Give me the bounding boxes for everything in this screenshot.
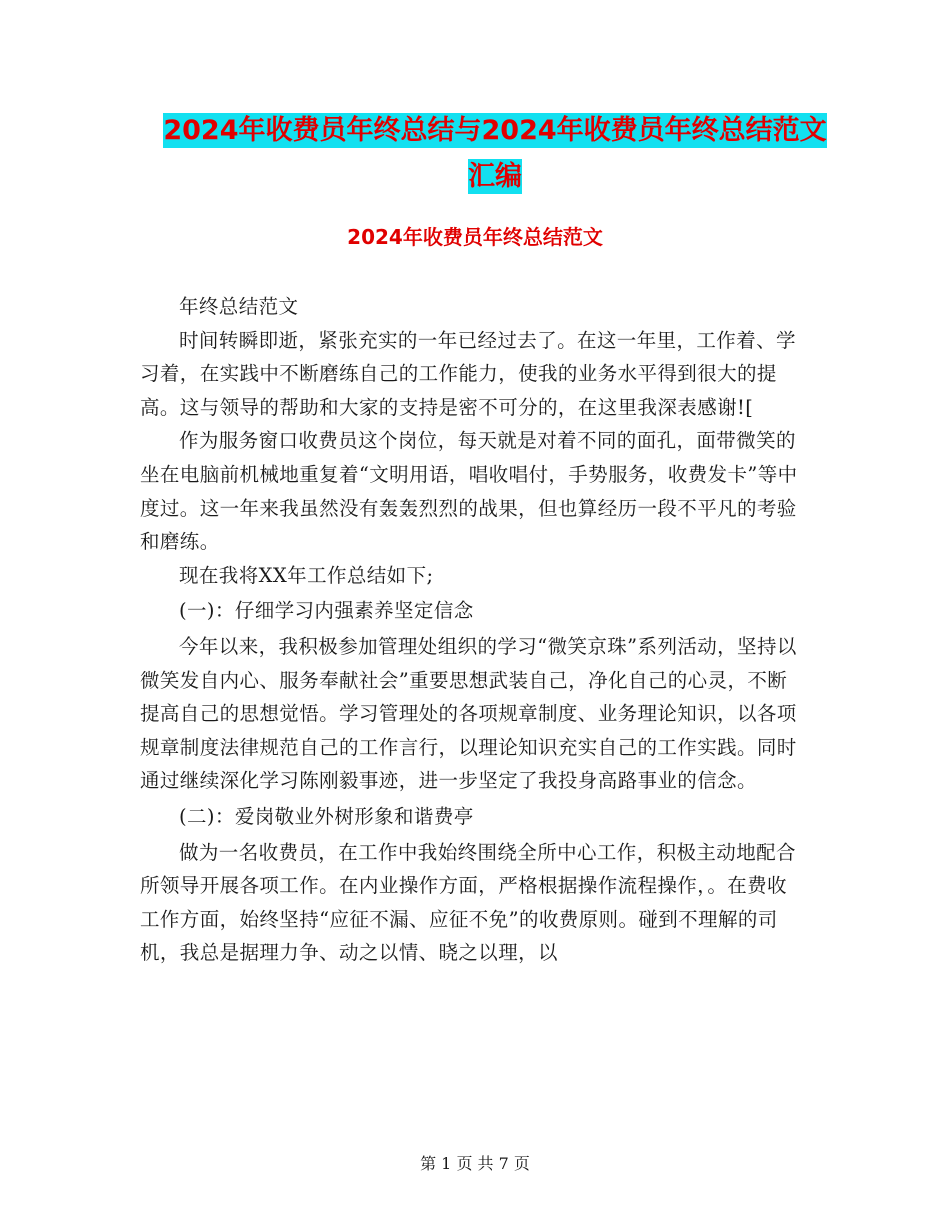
- document-body: [140, 290, 800, 970]
- paragraph: 今年以来，我积极参加管理处组织的学习“微笑京珠”系列活动，坚持以微笑发自内心、服务奉献社会”重要思想武装自己，净化自己的心灵，不断提高自己的思想觉悟。学习管理处的各项规章制度、业务理论知识，以各项规章制度法律规范自己的工作言行，以理论知识充实自己的工作实践。同时通过继续深化学习陈刚毅事迹，进一步坚定了我投身高路事业的信念。: [140, 634, 797, 793]
- section-heading-1: (一)：仔细学习内强素养坚定信念: [179, 599, 474, 623]
- paragraph: 作为服务窗口收费员这个岗位，每天就是对着不同的面孔，面带微笑的坐在电脑前机械地重复着“文明用语，唱收唱付，手势服务，收费发卡”等中度过。这一年来我虽然没有轰轰烈烈的战果，但也算经历一段不平凡的考验和磨练。: [140, 429, 798, 554]
- document-title: [140, 108, 850, 200]
- paragraph-intro-label: 年终总结范文: [179, 295, 299, 318]
- page-number: 第 1 页 共 7 页: [420, 1154, 530, 1173]
- section-heading-2: (二)：爱岗敬业外树形象和谐费亭: [179, 804, 474, 828]
- paragraph: 做为一名收费员，在工作中我始终围绕全所中心工作，积极主动地配合所领导开展各项工作。在内业操作方面，严格根据操作流程操作，。在费收工作方面，始终坚持“应征不漏、应征不免”的收费原则。碰到不理解的司机，我总是据理力争、动之以情、晓之以理，以: [140, 840, 796, 965]
- section-title: 2024年收费员年终总结范文: [347, 225, 603, 249]
- paragraph: 时间转瞬即逝，紧张充实的一年已经过去了。在这一年里，工作着、学习着，在实践中不断磨练自己的工作能力，使我的业务水平得到很大的提高。这与领导的帮助和大家的支持是密不可分的，在这里我深表感谢![: [140, 328, 796, 419]
- paragraph: 现在我将XX年工作总结如下;: [179, 563, 434, 587]
- document-title-line1: 2024年收费员年终总结与2024年收费员年终总结范文: [163, 115, 827, 146]
- document-title-line2: 汇编: [468, 161, 522, 192]
